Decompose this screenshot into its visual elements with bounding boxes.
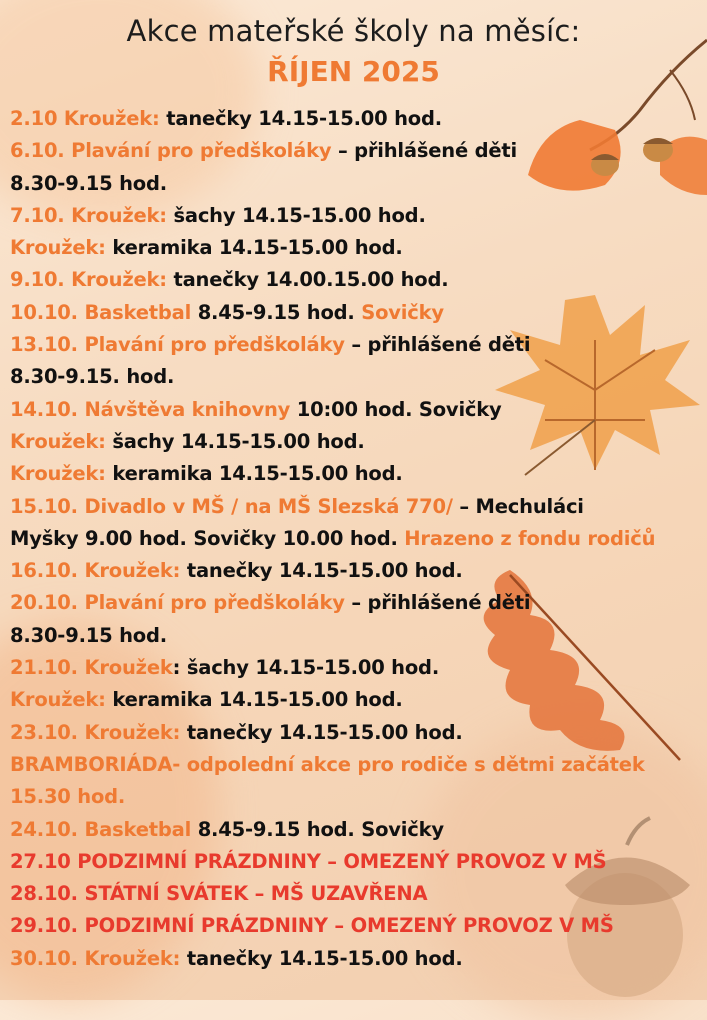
event-title-text: Sovičky: [361, 300, 444, 324]
event-title-text: BRAMBORIÁDA- odpolední akce pro rodiče s dětmi začátek: [10, 752, 645, 776]
event-detail-text: : šachy 14.15-15.00 hod.: [172, 656, 440, 680]
event-line: [10, 717, 707, 749]
event-line: [10, 846, 707, 878]
event-line: [10, 200, 707, 232]
page-title: Akce mateřské školy na měsíc:: [126, 14, 581, 48]
holiday-text: 29.10. PODZIMNÍ PRÁZDNINY – OMEZENÝ PROVOZ V MŠ: [10, 914, 614, 938]
event-list: [10, 103, 707, 975]
event-detail-text: keramika 14.15-15.00 hod.: [112, 236, 403, 260]
event-title-text: 23.10. Kroužek:: [10, 720, 187, 744]
event-title-text: Kroužek:: [10, 429, 113, 453]
event-line: [10, 458, 707, 490]
event-detail-text: 8.30-9.15. hod.: [10, 365, 175, 389]
event-detail-text: – přihlášené děti: [344, 591, 531, 615]
event-detail-text: keramika 14.15-15.00 hod.: [112, 462, 403, 486]
event-detail-text: 8.30-9.15 hod.: [10, 171, 167, 195]
event-line: [10, 523, 707, 555]
holiday-text: 27.10 PODZIMNÍ PRÁZDNINY – OMEZENÝ PROVOZ V MŠ: [10, 849, 607, 873]
event-line: [10, 910, 707, 942]
event-title-text: Kroužek:: [10, 236, 113, 260]
event-title-text: 10.10. Basketbal: [10, 300, 198, 324]
event-title-text: 14.10. Návštěva knihovny: [10, 397, 297, 421]
event-detail-text: 10:00 hod. Sovičky: [296, 397, 502, 421]
event-title-text: 2.10 Kroužek:: [10, 107, 167, 130]
event-line: [10, 620, 707, 652]
event-line: [10, 135, 707, 167]
event-detail-text: – přihlášené děti: [344, 333, 531, 357]
event-line: [10, 943, 707, 975]
event-title-text: 30.10. Kroužek:: [10, 946, 187, 970]
event-line: [10, 587, 707, 619]
event-detail-text: šachy 14.15-15.00 hod.: [173, 203, 426, 227]
event-title-text: 24.10. Basketbal: [10, 817, 198, 841]
header: [0, 10, 707, 90]
event-line: [10, 297, 707, 329]
event-line: [10, 652, 707, 684]
event-detail-text: Myšky 9.00 hod. Sovičky 10.00 hod.: [10, 526, 405, 550]
event-line: [10, 814, 707, 846]
event-detail-text: 8.45-9.15 hod. Sovičky: [197, 817, 444, 841]
event-line: [10, 103, 707, 135]
event-line: [10, 491, 707, 523]
event-line: [10, 361, 707, 393]
event-line: [10, 749, 707, 781]
event-title-text: 13.10. Plavání pro předškoláky: [10, 333, 345, 357]
event-title-text: 16.10. Kroužek:: [10, 559, 187, 583]
event-title-text: 15.10. Divadlo v MŠ / na MŠ Slezská 770/: [10, 494, 453, 518]
event-line: [10, 878, 707, 910]
event-detail-text: tanečky 14.15-15.00 hod.: [166, 107, 442, 130]
event-line: [10, 168, 707, 200]
event-title-text: 21.10. Kroužek: [10, 656, 173, 680]
month-heading: ŘÍJEN 2025: [267, 55, 440, 88]
event-title-text: Kroužek:: [10, 688, 113, 712]
event-detail-text: 8.45-9.15 hod.: [197, 300, 362, 324]
event-line: [10, 426, 707, 458]
event-title-text: Kroužek:: [10, 462, 113, 486]
event-title-text: 9.10. Kroužek:: [10, 268, 174, 292]
event-title-text: Hrazeno z fondu rodičů: [404, 526, 656, 550]
event-line: [10, 684, 707, 716]
event-line: [10, 555, 707, 587]
event-title-text: 6.10. Plavání pro předškoláky: [10, 139, 332, 163]
event-detail-text: tanečky 14.15-15.00 hod.: [186, 720, 463, 744]
event-line: [10, 329, 707, 361]
event-detail-text: tanečky 14.15-15.00 hod.: [186, 559, 463, 583]
holiday-text: 28.10. STÁTNÍ SVÁTEK – MŠ UZAVŘENA: [10, 882, 428, 906]
event-detail-text: šachy 14.15-15.00 hod.: [112, 429, 365, 453]
event-title-text: 20.10. Plavání pro předškoláky: [10, 591, 345, 615]
event-line: [10, 264, 707, 296]
event-title-text: 15.30 hod.: [10, 785, 126, 809]
event-detail-text: – přihlášené děti: [331, 139, 517, 163]
event-detail-text: 8.30-9.15 hod.: [10, 623, 167, 647]
event-detail-text: tanečky 14.00.15.00 hod.: [173, 268, 449, 292]
event-detail-text: keramika 14.15-15.00 hod.: [112, 688, 403, 712]
event-detail-text: – Mechuláci: [452, 494, 584, 518]
event-line: [10, 781, 707, 813]
event-line: [10, 232, 707, 264]
event-title-text: 7.10. Kroužek:: [10, 203, 174, 227]
event-detail-text: tanečky 14.15-15.00 hod.: [186, 946, 463, 970]
event-line: [10, 394, 707, 426]
